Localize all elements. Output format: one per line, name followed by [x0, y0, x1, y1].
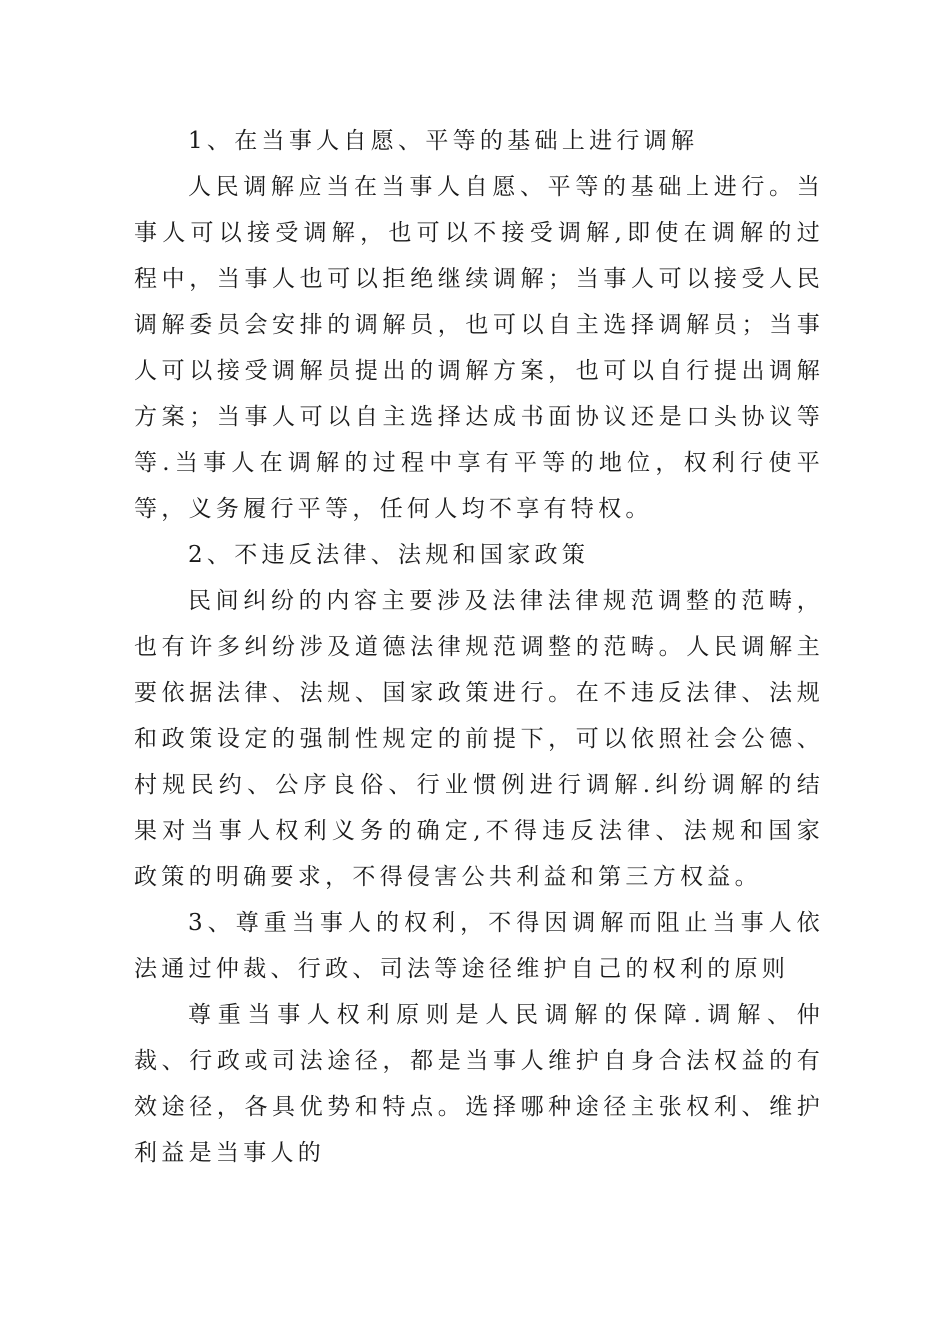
- section-paragraph-2: 民间纠纷的内容主要涉及法律法律规范调整的范畴，也有许多纠纷涉及道德法律规范调整的范畴。人民调解主要依据法律、法规、国家政策进行。在不违反法律、法规和政策设定的强制性规定的前提下，可以依照社会公德、村规民约、公序良俗、行业惯例进行调解.纠纷调解的结果对当事人权利义务的确定,不得违反法律、法规和国家政策的明确要求，不得侵害公共利益和第三方权益。: [134, 588, 824, 890]
- section-paragraph-1: 人民调解应当在当事人自愿、平等的基础上进行。当事人可以接受调解，也可以不接受调解,即使在调解的过程中，当事人也可以拒绝继续调解；当事人可以接受人民调解委员会安排的调解员，也可以自主选择调解员；当事人可以接受调解员提出的调解方案，也可以自行提出调解方案；当事人可以自主选择达成书面协议还是口头协议等等.当事人在调解的过程中享有平等的地位，权利行使平等，义务履行平等，任何人均不享有特权。: [134, 174, 824, 522]
- section-heading-2: 2、不违反法律、法规和国家政策: [188, 542, 590, 568]
- section-heading-3: 3、尊重当事人的权利，不得因调解而阻止当事人依法通过仲裁、行政、司法等途径维护自己的权利的原则: [134, 910, 824, 982]
- section-heading-1: 1、在当事人自愿、平等的基础上进行调解: [188, 128, 699, 154]
- section-paragraph-3: 尊重当事人权利原则是人民调解的保障.调解、仲裁、行政或司法途径，都是当事人维护自身合法权益的有效途径，各具优势和特点。选择哪种途径主张权利、维护利益是当事人的: [134, 1002, 824, 1166]
- document-body: [134, 118, 824, 1176]
